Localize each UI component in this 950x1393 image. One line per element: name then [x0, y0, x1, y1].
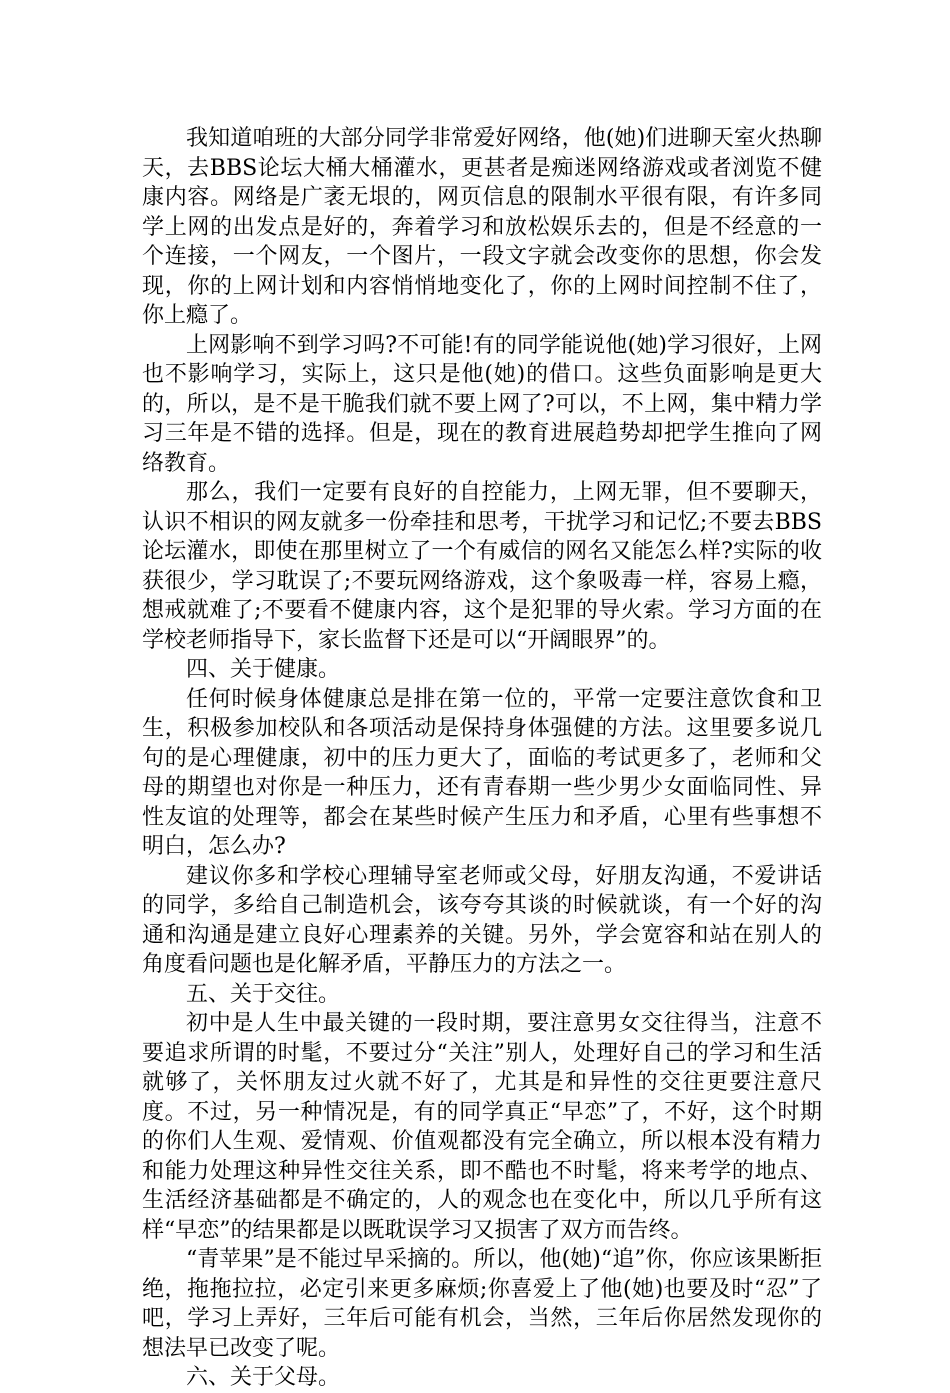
- section-heading-health: 四、关于健康。: [186, 657, 341, 682]
- paragraph-internet-addiction: 我知道咱班的大部分同学非常爱好网络，他(她)们进聊天室火热聊天，去BBS论坛大桶大桶灌水，更甚者是痴迷网络游戏或者浏览不健康内容。网络是广袤无垠的，网页信息的限制水平很有限，有许多同学上网的出发点是好的，奔着学习和放松娱乐去的，但是不经意的一个连接，一个网友，一个图片，一段文字就会改变你的思想，你会发现，你的上网计划和内容悄悄地变化了，你的上网时间控制不住了，你上瘾了。: [142, 126, 822, 328]
- section-heading-parents: 六、关于父母。: [186, 1365, 341, 1390]
- paragraph-relationships: 初中是人生中最关键的一段时期，要注意男女交往得当，注意不要追求所谓的时髦，不要过分“关注”别人，处理好自己的学习和生活就够了，关怀朋友过火就不好了，尤其是和异性的交往更要注意尺度。不过，另一种情况是，有的同学真正“早恋”了，不好，这个时期的你们人生观、爱情观、价值观都没有完全确立，所以根本没有精力和能力处理这种异性交往关系，即不酷也不时髦，将来考学的地点、生活经济基础都是不确定的，人的观念也在变化中，所以几乎所有这样“早恋”的结果都是以既耽误学习又损害了双方而告终。: [142, 1011, 822, 1243]
- paragraph-communication: 建议你多和学校心理辅导室老师或父母，好朋友沟通，不爱讲话的同学，多给自己制造机会，该夸夸其谈的时候就谈，有一个好的沟通和沟通是建立良好心理素养的关键。另外，学会宽容和站在别人的角度看问题也是化解矛盾，平静压力的方法之一。: [142, 863, 822, 977]
- paragraph-internet-study: 上网影响不到学习吗?不可能!有的同学能说他(她)学习很好，上网也不影响学习，实际上，这只是他(她)的借口。这些负面影响是更大的，所以，是不是干脆我们就不要上网了?可以，不上网，集中精力学习三年是不错的选择。但是，现在的教育进展趋势却把学生推向了网络教育。: [142, 332, 822, 476]
- document-body: [142, 124, 822, 1393]
- paragraph-green-apple: “青苹果”是不能过早采摘的。所以，他(她)“追”你，你应该果断拒绝，拖拖拉拉，必定引来更多麻烦;你喜爱上了他(她)也要及时“忍”了吧，学习上弄好，三年后可能有机会，当然，三年后你居然发现你的想法早已改变了呢。: [142, 1247, 823, 1361]
- paragraph-health: 任何时候身体健康总是排在第一位的，平常一定要注意饮食和卫生，积极参加校队和各项活动是保持身体强健的方法。这里要多说几句的是心理健康，初中的压力更大了，面临的考试更多了，老师和父母的期望也对你是一种压力，还有青春期一些少男少女面临同性、异性友谊的处理等，都会在某些时候产生压力和矛盾，心里有些事想不明白，怎么办?: [142, 686, 822, 859]
- paragraph-self-control: 那么，我们一定要有良好的自控能力，上网无罪，但不要聊天，认识不相识的网友就多一份牵挂和思考，干扰学习和记忆;不要去BBS论坛灌水，即使在那里树立了一个有威信的网名又能怎么样?实际的收获很少，学习耽误了;不要玩网络游戏，这个象吸毒一样，容易上瘾，想戒就难了;不要看不健康内容，这个是犯罪的导火索。学习方面的在学校老师指导下，家长监督下还是可以“开阔眼界”的。: [142, 480, 822, 653]
- section-heading-relationships: 五、关于交往。: [186, 981, 341, 1007]
